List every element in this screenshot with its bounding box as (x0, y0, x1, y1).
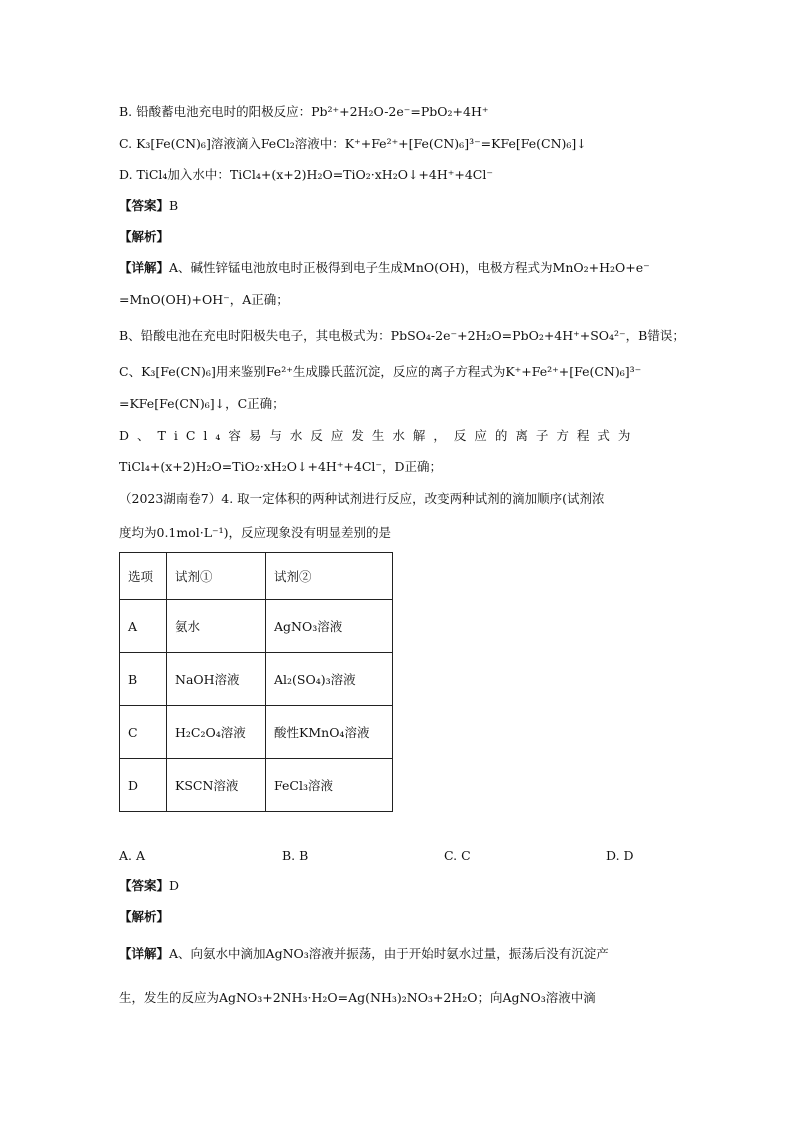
table-header-row (120, 553, 393, 600)
analysis-label-1: 【解析】 (119, 229, 170, 244)
table-row (120, 759, 393, 812)
answer-label: 【答案】 (119, 878, 170, 893)
table-cell-reagent2: AgNO₃溶液 (266, 600, 393, 653)
table-cell-option: B (120, 653, 167, 706)
table-header-cell: 试剂① (167, 553, 266, 600)
table-cell-reagent1: 氨水 (167, 600, 266, 653)
answer-label: 【答案】 (119, 198, 170, 213)
table-cell-reagent2: FeCl₃溶液 (266, 759, 393, 812)
choice-d: D. D (606, 848, 634, 863)
options-table (119, 552, 393, 812)
table-cell-reagent2: 酸性KMnO₄溶液 (266, 706, 393, 759)
table-row (120, 706, 393, 759)
detail-d-line-1: D、TiCl₄容易与水反应发生水解，反应的离子方程式为 (119, 428, 639, 443)
table-cell-reagent2: Al₂(SO₄)₃溶液 (266, 653, 393, 706)
analysis-label-2: 【解析】 (119, 909, 170, 924)
table-cell-option: D (120, 759, 167, 812)
question-line-1: （2023湖南卷7）4. 取一定体积的两种试剂进行反应，改变两种试剂的滴加顺序(试剂浓 (119, 491, 605, 506)
detail-b-line: B、铅酸电池在充电时阳极失电子，其电极式为：PbSO₄-2e⁻+2H₂O=PbO₂+4H⁺+SO₄²⁻，B错误； (119, 328, 685, 343)
answer-value: B (169, 198, 179, 213)
detail2-text: A、向氨水中滴加AgNO₃溶液并振荡，由于开始时氨水过量，振荡后没有沉淀产 (169, 946, 609, 961)
detail-a-line-1 (119, 260, 650, 276)
table-cell-reagent1: NaOH溶液 (167, 653, 266, 706)
detail2-line-2: 生，发生的反应为AgNO₃+2NH₃·H₂O=Ag(NH₃)₂NO₃+2H₂O；向AgNO₃溶液中滴 (119, 990, 596, 1005)
table-cell-option: A (120, 600, 167, 653)
detail-d-line-2: TiCl₄+(x+2)H₂O=TiO₂·xH₂O↓+4H⁺+4Cl⁻，D正确； (119, 459, 443, 474)
table-cell-option: C (120, 706, 167, 759)
detail-a-line-2: =MnO(OH)+OH⁻，A正确； (119, 292, 289, 307)
choice-b: B. B (282, 848, 309, 863)
answer-line-1 (119, 198, 178, 214)
question-line-2: 度均为0.1mol·L⁻¹)，反应现象没有明显差别的是 (119, 525, 392, 540)
choice-a: A. A (119, 848, 146, 863)
option-b-line: B. 铅酸蓄电池充电时的阳极反应：Pb²⁺+2H₂O-2e⁻=PbO₂+4H⁺ (119, 104, 489, 119)
table-header-cell: 选项 (120, 553, 167, 600)
detail-label: 【详解】 (119, 260, 170, 275)
option-d-line: D. TiCl₄加入水中：TiCl₄+(x+2)H₂O=TiO₂·xH₂O↓+4H⁺+4Cl⁻ (119, 167, 493, 182)
detail-a-text: A、碱性锌锰电池放电时正极得到电子生成MnO(OH)，电极方程式为MnO₂+H₂O+e⁻ (169, 260, 650, 275)
table-header-cell: 试剂② (266, 553, 393, 600)
detail2-line-1 (119, 946, 609, 962)
table-cell-reagent1: H₂C₂O₄溶液 (167, 706, 266, 759)
table-row (120, 653, 393, 706)
table-cell-reagent1: KSCN溶液 (167, 759, 266, 812)
option-c-line: C. K₃[Fe(CN)₆]溶液滴入FeCl₂溶液中：K⁺+Fe²⁺+[Fe(CN)₆]³⁻=KFe[Fe(CN)₆]↓ (119, 136, 587, 151)
detail-label: 【详解】 (119, 946, 170, 961)
detail-c-line-2: =KFe[Fe(CN)₆]↓，C正确； (119, 396, 285, 411)
detail-c-line-1: C、K₃[Fe(CN)₆]用来鉴别Fe²⁺生成滕氏蓝沉淀，反应的离子方程式为K⁺+Fe²⁺+[Fe(CN)₆]³⁻ (119, 364, 642, 379)
choice-c: C. C (444, 848, 471, 863)
table-row (120, 600, 393, 653)
answer-value: D (169, 878, 180, 893)
answer-line-2 (119, 878, 179, 894)
